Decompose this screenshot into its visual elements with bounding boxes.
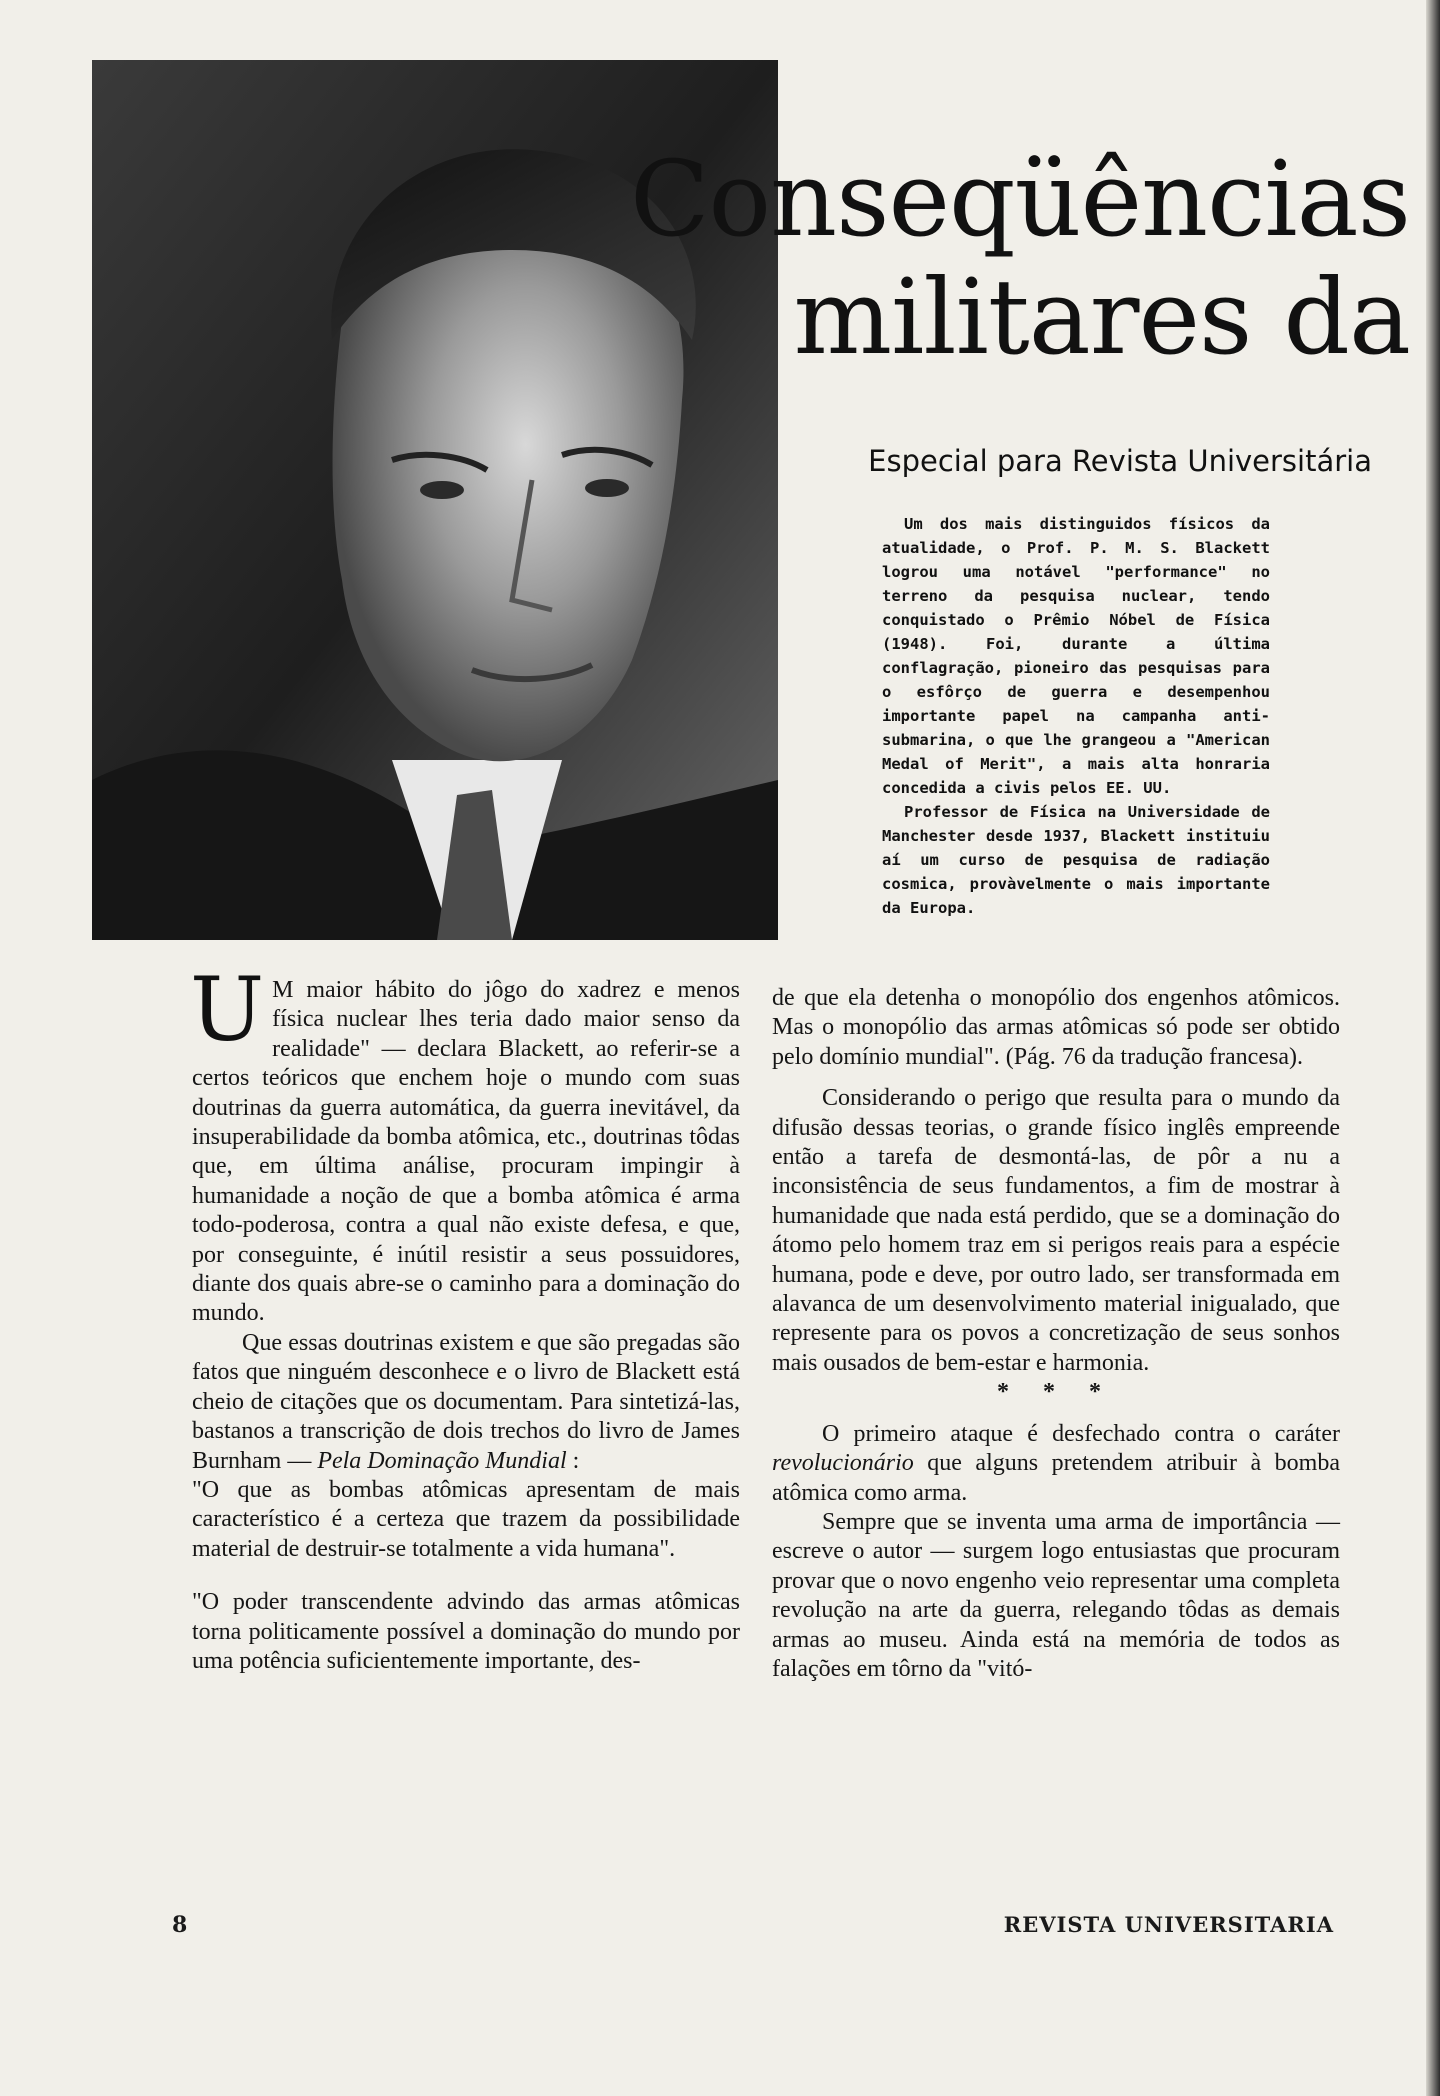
left-paragraph-2-text: Que essas doutrinas existem e que são pregadas são fatos que ninguém desconhece e o livro de Blackett está cheio de citações que os documentam. Para sintetizá-las, bastanos a transcrição de dois trechos do livro de James Burnham — [192, 1329, 740, 1474]
right-paragraph-3 [772, 1420, 1340, 1508]
right-paragraph-2: Considerando o perigo que resulta para o mundo da difusão dessas teorias, o grande físico inglês empreende então a tarefa de desmontá-las, de pôr a nu a inconsistência de seus fundamentos, a fim de mostrar à humanidade que nada está perdido, que se a dominação do átomo pelo homem traz em si perigos reais para a espécie humana, pode e deve, por outro lado, ser transformada em alavanca de um desenvolvimento material inigualado, que represente para os povos a concretização de seus sonhos mais ousados de bem-estar e harmonia. [772, 1085, 1340, 1376]
quote-1: "O que as bombas atômicas apresentam de mais característico é a certeza que trazem da possibilidade material de destruir-se totalmente a vida humana". [192, 1476, 740, 1562]
right-paragraph-4: Sempre que se inventa uma arma de importância — escreve o autor — surgem logo entusiastas que procuram provar que o novo engenho veio representar uma completa revolução na arte da guerra, relegando tôdas as demais armas ao museu. Ainda está na memória de todos as falações em tôrno da "vitó- [772, 1508, 1340, 1682]
left-paragraph-2 [192, 1329, 740, 1476]
right-paragraph-3-text: O primeiro ataque é desfechado contra o caráter [822, 1420, 1340, 1447]
right-paragraph-3-end: que alguns pretendem atribuir à bomba atômica como arma. [772, 1450, 1340, 1506]
page-edge-shadow [1426, 0, 1440, 2096]
intro-box [882, 512, 1270, 920]
intro-paragraph-2: Professor de Física na Universidade de Manchester desde 1937, Blackett instituiu aí um curso de pesquisa de radiação cosmica, provàvelmente o mais importante da Europa. [882, 803, 1270, 917]
left-paragraph-1-text: M maior hábito do jôgo do xadrez e menos física nuclear lhes teria dado maior senso da realidade" — declara Blackett, ao referir-se a certos teóricos que enchem hoje o mundo com suas doutrinas da guerra automática, da guerra inevitável, da insuperabilidade da bomba atômica, etc., doutrinas tôdas que, em última análise, procuram impingir à humanidade a noção de que a bomba atômica é arma todo-poderosa, contra a qual não existe defesa, e que, por conseguinte, é inútil resistir a seus possuidores, diante dos quais abre-se o caminho para a dominação do mundo. [192, 977, 740, 1327]
emphasis-revolucionario: revolucionário [772, 1450, 914, 1477]
intro-paragraph-1: Um dos mais distinguidos físicos da atualidade, o Prof. P. M. S. Blackett logrou uma notável "performance" no terreno da pesquisa nuclear, tendo conquistado o Prêmio Nóbel de Física (1948). Foi, durante a última conflagração, pioneiro das pesquisas para o esfôrço de guerra e desempenhou importante papel na campanha anti-submarina, o que lhe grangeou a "American Medal of Merit", a mais alta honraria concedida a civis pelos EE. UU. [882, 515, 1270, 797]
title-line-1: Conseqüências [629, 138, 1410, 260]
article-title [630, 140, 1410, 376]
section-separator: * * * [997, 1379, 1115, 1406]
title-line-2: militares da [793, 256, 1410, 378]
page-number: 8 [172, 1912, 188, 1938]
right-column [772, 984, 1340, 1684]
right-paragraph-1: de que ela detenha o monopólio dos engenhos atômicos. Mas o monopólio das armas atômicas só pode ser obtido pelo domínio mundial". (Pág. 76 da tradução francesa). [772, 985, 1340, 1070]
left-paragraph-1 [190, 958, 740, 1329]
left-column [190, 958, 740, 1676]
magazine-name: REVISTA UNIVERSITARIA [1003, 1912, 1334, 1937]
special-credit: Especial para Revista Universitária [868, 444, 1372, 478]
drop-cap: U [190, 958, 265, 1061]
left-paragraph-2-end: : [566, 1447, 580, 1474]
book-title: Pela Dominação Mundial [317, 1447, 567, 1474]
quote-2: "O poder transcendente advindo das armas atômicas torna politicamente possível a dominação do mundo por uma potência suficientemente importante, des- [192, 1589, 740, 1674]
